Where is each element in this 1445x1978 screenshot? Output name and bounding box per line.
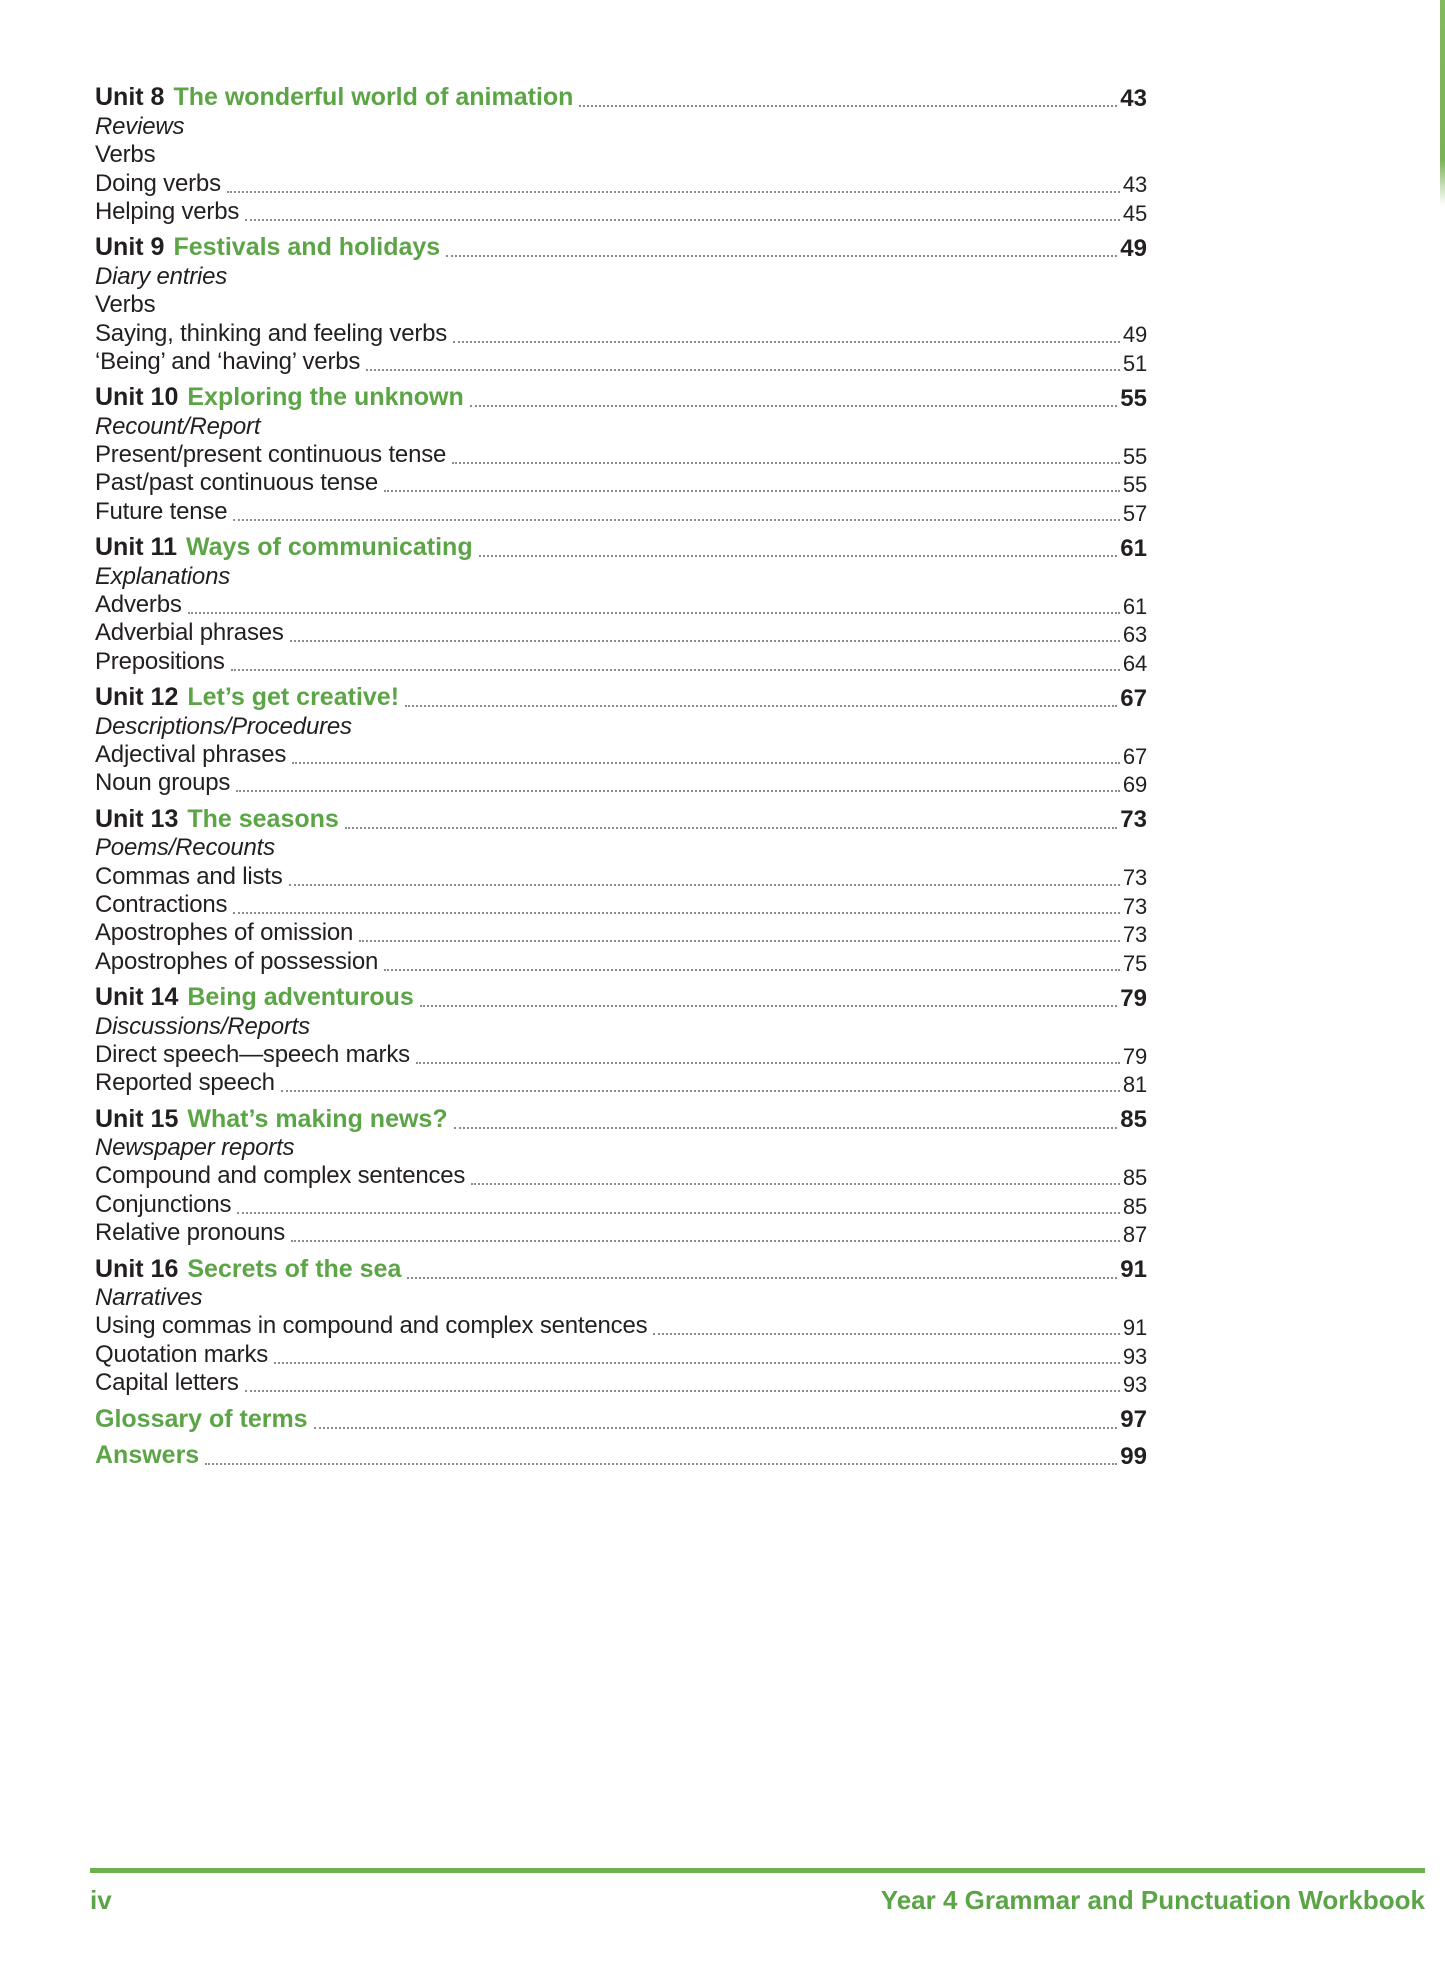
genre-subtitle — [95, 562, 1147, 590]
page-ref: 55 — [1122, 472, 1147, 498]
dotted-leader — [227, 191, 1120, 193]
page-edge-artifact — [1440, 0, 1445, 205]
toc-unit-heading — [95, 1405, 1147, 1433]
page-ref: 73 — [1122, 865, 1147, 891]
dotted-leader — [359, 940, 1120, 942]
heading-label — [95, 805, 339, 834]
dotted-leader — [274, 1362, 1120, 1364]
toc-entry — [95, 441, 1147, 469]
genre-subtitle-text: Reviews — [95, 112, 185, 140]
dotted-leader — [281, 1090, 1120, 1092]
dotted-leader — [452, 462, 1120, 464]
toc-section — [95, 384, 1147, 526]
page-ref: 73 — [1122, 893, 1147, 919]
heading-label — [95, 1441, 199, 1470]
page-ref: 55 — [1120, 384, 1147, 412]
page-ref: 67 — [1122, 743, 1147, 769]
genre-subtitle — [95, 412, 1147, 440]
page-ref: 49 — [1120, 234, 1147, 262]
toc-section — [95, 1255, 1147, 1397]
toc-entry — [95, 198, 1147, 226]
toc-unit-heading — [95, 1442, 1147, 1470]
unit-title: Festivals and holidays — [173, 233, 441, 262]
unit-title: The wonderful world of animation — [173, 83, 574, 112]
dotted-leader — [453, 341, 1120, 343]
page-ref: 64 — [1122, 650, 1147, 676]
footer-rule — [90, 1868, 1425, 1873]
dotted-leader — [454, 1127, 1118, 1129]
heading-label — [95, 1105, 448, 1134]
page-ref: 49 — [1122, 322, 1147, 348]
dotted-leader — [292, 762, 1120, 764]
dotted-leader — [314, 1427, 1118, 1429]
heading-label — [95, 983, 414, 1012]
unit-number: Unit 13 — [95, 804, 179, 833]
unit-title: Exploring the unknown — [187, 383, 464, 412]
toc-entry — [95, 1041, 1147, 1069]
entry-label: Verbs — [95, 291, 156, 319]
toc-entry — [95, 1190, 1147, 1218]
dotted-leader — [416, 1062, 1120, 1064]
dotted-leader — [405, 705, 1117, 707]
toc-entry — [95, 619, 1147, 647]
toc-section — [95, 984, 1147, 1098]
page-ref: 87 — [1122, 1222, 1147, 1248]
genre-subtitle-text: Recount/Report — [95, 412, 261, 440]
genre-subtitle-text: Newspaper reports — [95, 1134, 295, 1162]
entry-label: Relative pronouns — [95, 1219, 286, 1247]
toc-unit-heading — [95, 1105, 1147, 1133]
toc-section — [95, 84, 1147, 226]
toc-unit-heading — [95, 1255, 1147, 1283]
entry-label: Apostrophes of possession — [95, 947, 379, 975]
toc-unit-heading — [95, 684, 1147, 712]
genre-subtitle — [95, 1012, 1147, 1040]
dotted-leader — [345, 827, 1117, 829]
page-ref: 73 — [1122, 922, 1147, 948]
dotted-leader — [479, 555, 1118, 557]
page-ref: 93 — [1122, 1372, 1147, 1397]
page-ref: 79 — [1122, 1043, 1147, 1069]
dotted-leader — [653, 1333, 1120, 1335]
genre-subtitle — [95, 1284, 1147, 1312]
toc-section — [95, 534, 1147, 676]
page-ref: 79 — [1120, 984, 1147, 1012]
heading-label — [95, 1255, 401, 1284]
genre-subtitle-text: Narratives — [95, 1284, 203, 1312]
entry-label: Helping verbs — [95, 197, 240, 225]
page-ref: 61 — [1120, 534, 1147, 562]
genre-subtitle-text: Descriptions/Procedures — [95, 712, 352, 740]
unit-number: Unit 8 — [95, 83, 165, 112]
unit-number: Unit 9 — [95, 233, 165, 262]
toc-entry — [95, 169, 1147, 197]
dotted-leader — [446, 255, 1117, 257]
genre-subtitle — [95, 1134, 1147, 1162]
toc-entry — [95, 1369, 1147, 1397]
entry-label: Adjectival phrases — [95, 740, 287, 768]
page-ref: 91 — [1122, 1315, 1147, 1341]
toc-section — [95, 1442, 1147, 1470]
dotted-leader — [384, 969, 1120, 971]
unit-number: Unit 14 — [95, 983, 179, 1012]
toc-entry — [95, 741, 1147, 769]
toc-unit-heading — [95, 384, 1147, 412]
genre-subtitle-text: Discussions/Reports — [95, 1012, 310, 1040]
toc-entry — [95, 469, 1147, 497]
toc-entry — [95, 862, 1147, 890]
dotted-leader — [579, 105, 1117, 107]
toc-entry — [95, 291, 1147, 319]
unit-number: Unit 16 — [95, 1254, 179, 1283]
toc-entry — [95, 591, 1147, 619]
toc-entry — [95, 1069, 1147, 1097]
entry-label: Doing verbs — [95, 169, 221, 197]
dotted-leader — [471, 1183, 1120, 1185]
heading-label — [95, 533, 473, 562]
unit-title: Being adventurous — [187, 983, 414, 1012]
entry-label: Adverbs — [95, 591, 182, 619]
toc-entry — [95, 348, 1147, 376]
genre-subtitle — [95, 712, 1147, 740]
dotted-leader — [420, 1005, 1118, 1007]
dotted-leader — [384, 490, 1120, 492]
page-ref: 63 — [1122, 622, 1147, 648]
dotted-leader — [290, 640, 1120, 642]
page-ref: 45 — [1122, 200, 1147, 226]
entry-label: Past/past continuous tense — [95, 469, 378, 497]
dotted-leader — [237, 1212, 1120, 1214]
dotted-leader — [470, 405, 1118, 407]
toc-entry — [95, 1312, 1147, 1340]
page-ref: 97 — [1120, 1406, 1147, 1434]
genre-subtitle — [95, 112, 1147, 140]
page-ref: 61 — [1122, 593, 1147, 619]
entry-label: Adverbial phrases — [95, 619, 284, 647]
page-ref: 57 — [1122, 500, 1147, 526]
dotted-leader — [233, 519, 1120, 521]
toc-entry — [95, 947, 1147, 975]
toc-section — [95, 234, 1147, 376]
toc-entry — [95, 647, 1147, 675]
heading-label — [95, 383, 464, 412]
heading-label — [95, 683, 399, 712]
heading-label — [95, 1405, 308, 1434]
entry-label: Using commas in compound and complex sentences — [95, 1312, 648, 1340]
toc-entry — [95, 919, 1147, 947]
dotted-leader — [233, 912, 1120, 914]
entry-label: ‘Being’ and ‘having’ verbs — [95, 347, 361, 375]
dotted-leader — [245, 1390, 1120, 1392]
unit-number: Unit 10 — [95, 383, 179, 412]
page-ref: 67 — [1120, 684, 1147, 712]
genre-subtitle-text: Explanations — [95, 562, 231, 590]
toc-unit-heading — [95, 84, 1147, 112]
entry-label: Commas and lists — [95, 862, 283, 890]
dotted-leader — [205, 1463, 1117, 1465]
page-ref: 55 — [1122, 443, 1147, 469]
page-ref: 75 — [1122, 950, 1147, 976]
heading-label — [95, 233, 440, 262]
toc-entry — [95, 769, 1147, 797]
dotted-leader — [289, 884, 1120, 886]
unit-number: Unit 12 — [95, 683, 179, 712]
book-title: Year 4 Grammar and Punctuation Workbook — [880, 1885, 1425, 1915]
page-ref: 85 — [1120, 1106, 1147, 1134]
dotted-leader — [245, 219, 1120, 221]
dotted-leader — [231, 669, 1120, 671]
page-ref: 81 — [1122, 1072, 1147, 1098]
unit-title: Secrets of the sea — [187, 1254, 402, 1283]
entry-label: Compound and complex sentences — [95, 1162, 466, 1190]
unit-title: The seasons — [187, 804, 339, 833]
page-ref: 69 — [1122, 772, 1147, 798]
unit-number: Unit 11 — [95, 533, 177, 562]
heading-label — [95, 83, 573, 112]
dotted-leader — [188, 612, 1120, 614]
toc-unit-heading — [95, 805, 1147, 833]
unit-title: What’s making news? — [187, 1104, 448, 1133]
entry-label: Conjunctions — [95, 1190, 232, 1218]
entry-label: Verbs — [95, 141, 156, 169]
dotted-leader — [366, 369, 1120, 371]
page-ref: 93 — [1122, 1343, 1147, 1369]
unit-title: Ways of communicating — [185, 533, 473, 562]
toc-entry — [95, 1219, 1147, 1247]
dotted-leader — [236, 790, 1120, 792]
page-footer — [90, 1868, 1425, 1916]
toc-entry — [95, 497, 1147, 525]
entry-label: Direct speech—speech marks — [95, 1040, 410, 1068]
unit-number: Unit 15 — [95, 1104, 179, 1133]
footer-row — [90, 1885, 1425, 1916]
entry-label: Reported speech — [95, 1069, 275, 1097]
page-ref: 91 — [1120, 1256, 1147, 1284]
toc-entry — [95, 319, 1147, 347]
genre-subtitle-text: Poems/Recounts — [95, 834, 275, 862]
page-ref: 51 — [1122, 350, 1147, 376]
page-ref: 85 — [1122, 1165, 1147, 1191]
entry-label: Prepositions — [95, 647, 225, 675]
page-ref: 85 — [1122, 1193, 1147, 1219]
toc-section — [95, 1105, 1147, 1247]
entry-label: Quotation marks — [95, 1340, 269, 1368]
toc-section — [95, 1405, 1147, 1433]
unit-title: Answers — [95, 1440, 200, 1469]
entry-label: Present/present continuous tense — [95, 441, 447, 469]
entry-label: Saying, thinking and feeling verbs — [95, 319, 448, 347]
page-ref: 73 — [1120, 806, 1147, 834]
genre-subtitle-text: Diary entries — [95, 262, 228, 290]
toc-entry — [95, 1162, 1147, 1190]
entry-label: Contractions — [95, 890, 228, 918]
page-ref: 99 — [1120, 1442, 1147, 1470]
page-ref: 43 — [1120, 85, 1147, 112]
unit-title: Let’s get creative! — [187, 683, 400, 712]
toc-entry — [95, 891, 1147, 919]
entry-label: Noun groups — [95, 769, 231, 797]
table-of-contents — [95, 76, 1147, 1470]
toc-unit-heading — [95, 534, 1147, 562]
toc-section — [95, 684, 1147, 798]
genre-subtitle — [95, 262, 1147, 290]
dotted-leader — [407, 1277, 1117, 1279]
genre-subtitle — [95, 834, 1147, 862]
toc-entry — [95, 1340, 1147, 1368]
toc-unit-heading — [95, 984, 1147, 1012]
page-ref: 43 — [1122, 172, 1147, 198]
entry-label: Capital letters — [95, 1369, 239, 1397]
dotted-leader — [291, 1240, 1120, 1242]
toc-section — [95, 805, 1147, 975]
toc-unit-heading — [95, 234, 1147, 262]
unit-title: Glossary of terms — [95, 1404, 308, 1433]
entry-label: Future tense — [95, 497, 228, 525]
toc-entry — [95, 141, 1147, 169]
entry-label: Apostrophes of omission — [95, 919, 354, 947]
page-number: iv — [90, 1885, 112, 1915]
